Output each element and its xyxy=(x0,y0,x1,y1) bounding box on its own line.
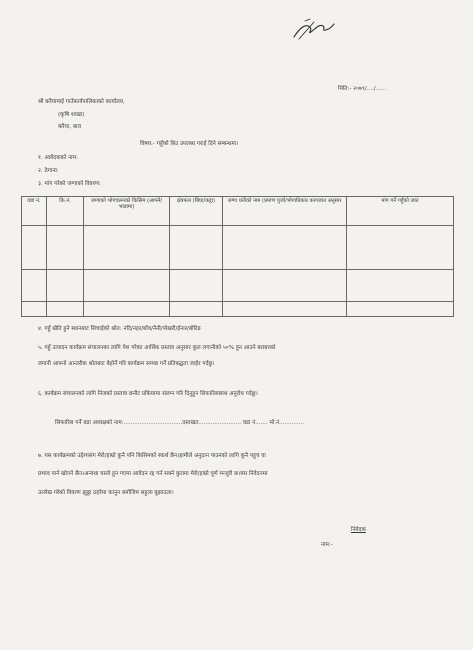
land-details-heading: ३. मांग गरेको जग्गाको विवरण: xyxy=(38,181,101,187)
table-cell[interactable] xyxy=(22,302,47,317)
handwritten-signature xyxy=(290,18,336,42)
table-cell[interactable] xyxy=(223,302,347,317)
table-cell[interactable] xyxy=(84,302,170,317)
table-cell[interactable] xyxy=(347,226,454,270)
column-header: वडा नं. xyxy=(22,197,47,226)
table-cell[interactable] xyxy=(47,270,84,302)
irrigation-source-line: ४. गहुँ खेति हुने स्थानबाट सिचाईको श्रोत: नदि/नहर/बाँध/नैनी/पोखरी/ईनार/बोरिङ xyxy=(38,326,201,332)
table-cell[interactable] xyxy=(84,226,170,270)
column-header: जग्गाको भोगचलनको किसिम (आफ्नै/भाडामा) xyxy=(84,197,170,226)
column-header: क्षेत्रफल (बिघा/कट्ठा) xyxy=(170,197,223,226)
declaration-line-2: प्रभाव पार्न खोज्ने छैन।अन्यथा यस्तो हुन गएमा आवेदन रद्द गर्न सक्ने कुरामा मेरो/हाम्रो पूर्ण मन्जुरी छ।यस निवेदनमा xyxy=(38,471,268,477)
column-header: कि.नं. xyxy=(47,197,84,226)
table-cell[interactable] xyxy=(47,226,84,270)
applicant-name-label: नाम:- xyxy=(321,542,333,548)
recipient-address: करैया, बारा xyxy=(58,124,82,130)
table-header-row xyxy=(22,197,454,226)
declaration-line-1: ७. यस कार्यक्रमको उद्देश्यसंग मेरो/हाम्रो कुनै पनि किसिमको स्वार्थ छैन।हामीले अनुदान पाउनको लागि कुनै पहुच वा xyxy=(38,453,266,459)
table-cell[interactable] xyxy=(223,226,347,270)
table-cell[interactable] xyxy=(170,270,223,302)
table-cell[interactable] xyxy=(347,302,454,317)
table-row xyxy=(22,302,454,317)
table-cell[interactable] xyxy=(47,302,84,317)
table-row xyxy=(22,226,454,270)
address-field: २. ठेगाना: xyxy=(38,168,59,174)
land-details-table xyxy=(21,196,454,317)
investment-commitment-line-2: लगानी आफ्नो आन्तरीक श्रोतबाट बेहोर्ने गरि कार्यक्रम सम्पन्न गर्ने प्रतिबद्धता जाहेर गर्दछु। xyxy=(38,361,215,367)
table-cell[interactable] xyxy=(223,270,347,302)
declaration-line-3: उल्लेख गरेको विवरण झुठ्ठा ठहरेमा कानुन बमोजिम सहुला बुझाउला। xyxy=(38,490,174,496)
date-line: मिति:- २०७९/..../...... xyxy=(338,86,387,92)
table-cell[interactable] xyxy=(22,226,47,270)
recommendation-request: ६. कार्यक्रम संचालनको लागि निजको प्रस्ताव छनौट प्रकियामा संलग्न गरि दिनुहुन सिफारिससाथ अनुरोध गर्दछु। xyxy=(38,391,258,397)
recipient-office: श्री करैयामाई गाउँकार्यपालिकाको कार्यालय, xyxy=(38,99,125,105)
column-header: जग्गा धनीको नाम (प्रमाण पुर्जा/भोगाधिकार कागजात अनुसार xyxy=(223,197,347,226)
table-cell[interactable] xyxy=(170,302,223,317)
table-cell[interactable] xyxy=(170,226,223,270)
ward-chair-recommendation-line: सिफारिस गर्ने वडा अध्यक्षको नाम:.................................दस्तखत........................ वडा नं....... मो.नं.............. xyxy=(55,420,305,426)
applicant-name-field: १. आवेदकको नाम: xyxy=(38,155,78,161)
table-cell[interactable] xyxy=(22,270,47,302)
table-cell[interactable] xyxy=(84,270,170,302)
subject-line: विषय:- गहुँको बिउ उपलब्ध गराई दिने सम्बन्धमा। xyxy=(140,141,239,147)
column-header: मांग गर्ने गहुँको जात xyxy=(347,197,454,226)
applicant-label: निवेदक xyxy=(351,527,366,533)
table-cell[interactable] xyxy=(347,270,454,302)
table-row xyxy=(22,270,454,302)
recipient-section: (कृषि शाखा) xyxy=(58,112,85,118)
investment-commitment-line-1: ५. गहुँ उत्पादन कार्यक्रम संचालनका लागि पेश गरेका आर्थिक प्रस्ताव अनुसार कुल लगानीको ५०% हुन आउने बराबरको xyxy=(38,345,276,351)
